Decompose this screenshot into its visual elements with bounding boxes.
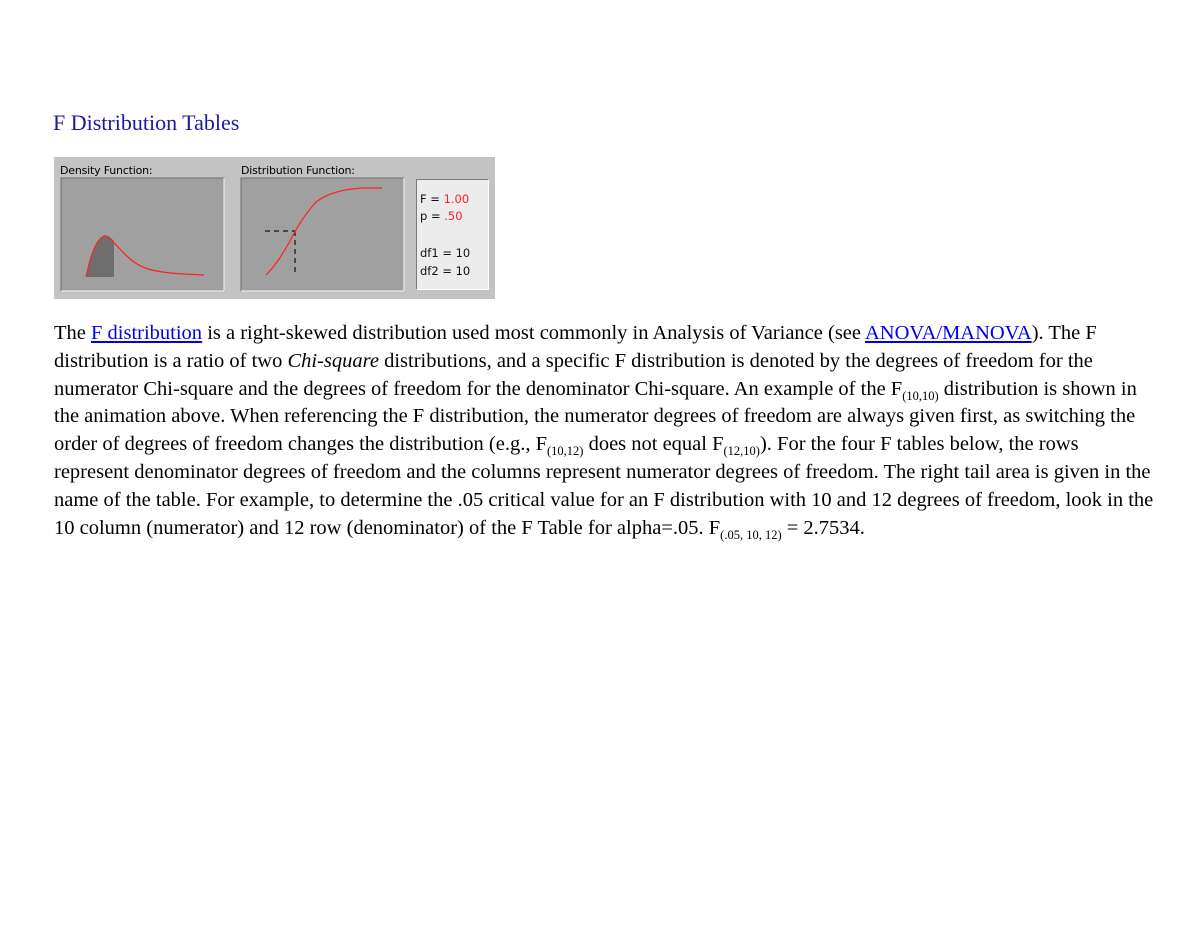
f-readout [420,192,469,206]
distribution-plot-panel [241,178,404,291]
distribution-function-label: Distribution Function: [241,164,355,177]
df2-readout: df2 = 10 [420,264,471,278]
density-plot-panel [61,178,224,291]
text-segment: distributions, and a specific F distribution is denoted by the degrees of freedom for the numerator Chi-square and the degrees of freedom for the denominator Chi-square. An example of the F [54,349,1093,400]
text-segment: The [54,322,91,344]
text-segment: does not equal F [583,433,724,456]
p-readout-value: .50 [444,209,463,223]
anova-manova-link[interactable]: ANOVA/MANOVA [865,322,1032,344]
subscript-05-10-12: (.05, 10, 12) [720,527,782,542]
subscript-10-10: (10,10) [902,388,939,403]
text-segment: is a right-skewed distribution used most commonly in Analysis of Variance (see [202,322,865,344]
f-distribution-link[interactable]: F distribution [91,322,203,344]
p-readout [420,209,463,223]
f-readout-value: 1.00 [443,192,470,206]
description-paragraph [54,320,1154,542]
page-title: F Distribution Tables [53,110,240,135]
readout-box [416,179,489,290]
df1-readout: df1 = 10 [420,246,471,260]
p-readout-label: p = [420,209,445,223]
text-segment: ). For the four F tables below, the rows represent denominator degrees of freedom and the columns represent numerator degrees of freedom. The right tail area is given in the name of the table. For example, to determine the .05 critical value for an F distribution with 10 and 12 degrees of freedom, look in the 10 column (numerator) and 12 row (denominator) of the F Table for alpha=.05. F [54,433,1154,539]
text-segment: distribution is shown in the animation above. When referencing the F distribution, the numerator degrees of freedom are always given first, as switching the order of degrees of freedom changes the distribution (e.g., F [54,377,1137,456]
f-distribution-animation [54,157,495,299]
density-function-label: Density Function: [60,164,153,177]
f-readout-label: F = [420,192,444,206]
chi-square-emphasis: Chi-square [287,349,379,372]
subscript-10-12: (10,12) [546,444,584,459]
text-segment: ). The F distribution is a ratio of two [54,322,1097,372]
subscript-12-10: (12,10) [723,444,760,459]
text-segment: = 2.7534. [781,516,865,539]
